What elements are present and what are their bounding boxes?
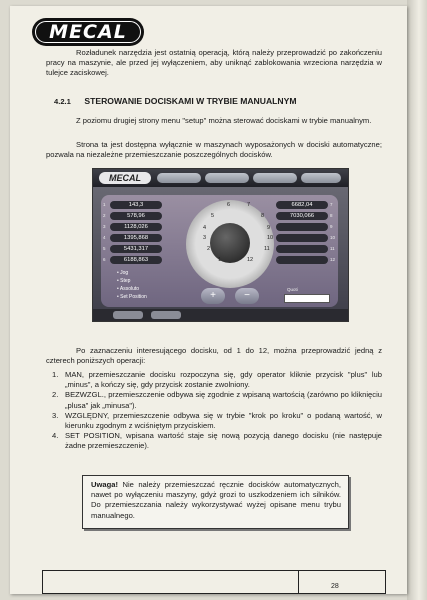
dial-clamp-number[interactable]: 5	[211, 213, 215, 219]
dial-clamp-number[interactable]: 11	[264, 246, 270, 252]
screen-top-bar	[93, 169, 348, 187]
screen-logo: MECAL	[99, 172, 151, 184]
clamp-value[interactable]: 1128,026	[110, 223, 162, 231]
clamp-value[interactable]: 1395,868	[110, 234, 162, 242]
clamp-value[interactable]: 7030,066	[276, 212, 328, 220]
paragraph-availability: Strona ta jest dostępna wyłącznie w maszynach wyposażonych w dociski automatyczne; pozwala na niezależne przemieszczanie poszczególnych docisków.	[46, 140, 382, 160]
clamp-value[interactable]: 578,96	[110, 212, 162, 220]
screen-tab[interactable]	[157, 173, 201, 183]
minus-button[interactable]: −	[235, 288, 259, 304]
list-number: 3.	[52, 410, 59, 420]
clamp-number: 11	[330, 246, 335, 251]
section-title: STEROWANIE DOCISKAMI W TRYBIE MANUALNYM	[84, 96, 297, 106]
dial-clamp-number[interactable]: 9	[267, 225, 271, 231]
screen-bottom-button[interactable]	[151, 311, 181, 319]
clamp-panel	[101, 195, 338, 307]
value-input[interactable]	[284, 294, 330, 303]
mecal-logo: MECAL	[32, 18, 144, 46]
list-item	[52, 390, 382, 410]
screen-tab[interactable]	[205, 173, 249, 183]
manual-clamp-screen	[92, 168, 349, 322]
dial-clamp-number[interactable]: 10	[267, 235, 274, 241]
clamp-value[interactable]	[276, 234, 328, 242]
clamp-number: 1	[103, 202, 106, 207]
clamp-value[interactable]	[276, 256, 328, 264]
plus-button[interactable]: +	[201, 288, 225, 304]
dial-clamp-number[interactable]: 3	[203, 235, 207, 241]
mode-option[interactable]: • Assoluto	[117, 286, 140, 292]
clamp-number: 2	[103, 213, 106, 218]
mode-option[interactable]: • Step	[117, 278, 131, 284]
clamp-number: 9	[330, 224, 333, 229]
document-page	[10, 6, 407, 594]
clamp-value[interactable]	[276, 223, 328, 231]
clamp-number: 10	[330, 235, 336, 240]
screen-tab[interactable]	[301, 173, 341, 183]
warning-text	[91, 480, 341, 521]
clamp-value[interactable]: 5431,317	[110, 245, 162, 253]
screen-bottom-button[interactable]	[113, 311, 143, 319]
clamp-value[interactable]: 6188,863	[110, 256, 162, 264]
section-number: 4.2.1	[54, 97, 71, 106]
intro-paragraph: Rozładunek narzędzia jest ostatnią operacją, którą należy przeprowadzić po zakończeniu pracy na maszynie, ale przed jej wyłączeniem, aby uniknąć zablokowania wrzeciona narzędzia w tulejce zaciskowej.	[46, 48, 382, 78]
dial-clamp-number[interactable]: 2	[207, 246, 211, 252]
list-item	[52, 431, 382, 451]
dial-clamp-number[interactable]: 1	[218, 257, 222, 263]
clamp-number: 6	[103, 257, 106, 262]
list-number: 1.	[52, 370, 59, 379]
mode-option[interactable]: • Set Position	[117, 294, 147, 300]
warning-body: Nie należy przemieszczać ręcznie docisków automatycznych, nawet po wyłączeniu maszyny, gdyż grozi to uszkodzeniem ich silników. Do przemieszczania należy wykorzystywać wyżej opisane menu trybu manualnego.	[91, 480, 341, 520]
dial-clamp-number[interactable]: 7	[247, 202, 251, 208]
dial-clamp-number[interactable]: 12	[247, 257, 254, 263]
page-edge	[407, 0, 427, 600]
screen-bottom-bar	[93, 309, 348, 321]
list-text: WZGLĘDNY, przemieszczenie odbywa się w trybie "krok po kroku" o podaną wartość, w kierunku zgodnym z wciśniętym przyciskiem.	[65, 410, 382, 431]
page-number: 28	[331, 583, 339, 590]
list-item	[52, 411, 382, 431]
screen-tab[interactable]	[253, 173, 297, 183]
dial-clamp-number[interactable]: 8	[261, 213, 265, 219]
clamp-number: 5	[103, 246, 106, 251]
paragraph-operations: Po zaznaczeniu interesującego docisku, od 1 do 12, można przeprowadzić jedną z czterech poniższych operacji:	[46, 346, 382, 366]
warning-label: Uwaga!	[91, 480, 119, 489]
mode-option[interactable]: • Jog	[117, 270, 129, 276]
list-text: MAN, przemieszczanie docisku rozpoczyna się, gdy operator kliknie przycisk "plus" lub „minus", a kończy się, gdy przycisk zostanie zwolniony.	[65, 370, 382, 390]
speed-label: Quoti	[287, 287, 298, 292]
clamp-value[interactable]	[276, 245, 328, 253]
clamp-number: 4	[103, 235, 106, 240]
clamp-number: 8	[330, 213, 333, 218]
dial-clamp-number[interactable]: 4	[203, 225, 207, 231]
warning-box	[82, 475, 349, 529]
clamp-number: 7	[330, 202, 333, 207]
footer-divider	[298, 571, 299, 593]
list-item	[52, 370, 382, 390]
operations-list	[52, 370, 382, 452]
clamp-number: 12	[330, 257, 336, 262]
clamp-value[interactable]: 6682,04	[276, 201, 328, 209]
paragraph-setup: Z poziomu drugiej strony menu "setup" można sterować dociskami w trybie manualnym.	[76, 116, 372, 125]
footer-box	[42, 570, 386, 594]
dial-center	[210, 223, 250, 263]
dial-clamp-number[interactable]: 6	[227, 202, 231, 208]
list-text: BEZWZGL., przemieszczenie odbywa się zgodnie z wpisaną wartością (zarówno po kliknięciu „plusa" jak „minusa").	[65, 390, 382, 410]
clamp-number: 3	[103, 224, 106, 229]
list-number: 2.	[52, 390, 59, 400]
list-text: SET POSITION, wpisana wartość staje się nową pozycją danego docisku (nie następuje żadne przemieszczenie).	[65, 431, 382, 451]
list-number: 4.	[52, 431, 59, 441]
section-heading	[54, 96, 297, 106]
clamp-value[interactable]: 143,3	[110, 201, 162, 209]
